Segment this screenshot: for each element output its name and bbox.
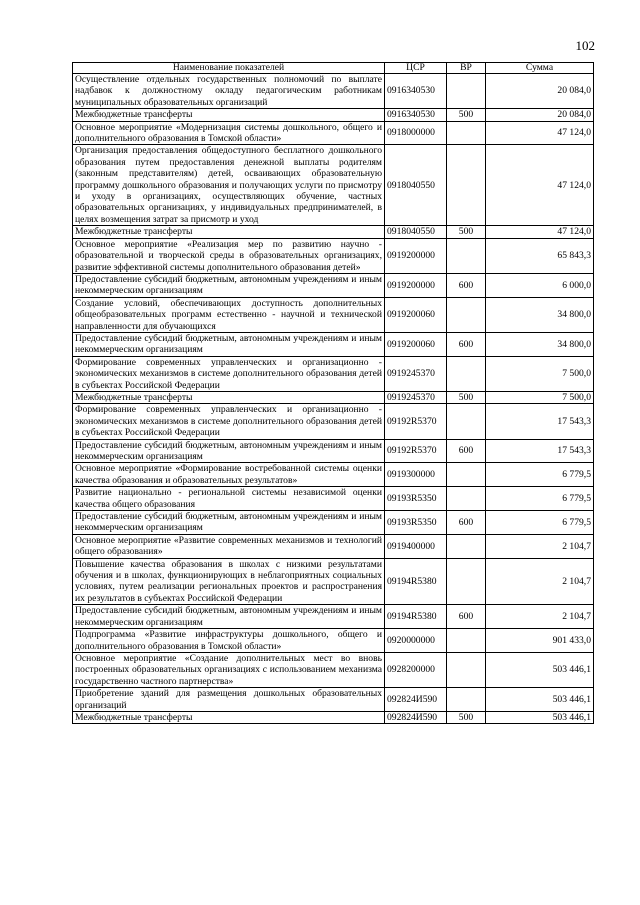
cell-csr: 0919200000 xyxy=(385,238,447,273)
cell-name: Основное мероприятие «Развитие современных механизмов и технологий общего образования» xyxy=(73,534,385,558)
cell-name: Приобретение зданий для размещения дошкольных образовательных организаций xyxy=(73,688,385,712)
cell-name: Предоставление субсидий бюджетным, автономным учреждениям и иным некоммерческим организациям xyxy=(73,332,385,356)
header-vr: ВР xyxy=(447,63,486,74)
cell-csr: 0919200060 xyxy=(385,332,447,356)
cell-name: Основное мероприятие «Модернизация системы дошкольного, общего и дополнительного образования в Томской области» xyxy=(73,121,385,145)
cell-csr: 0918000000 xyxy=(385,121,447,145)
table-row xyxy=(73,439,594,463)
table-row xyxy=(73,629,594,653)
cell-sum: 47 124,0 xyxy=(486,226,594,238)
table-row xyxy=(73,109,594,121)
cell-sum: 503 446,1 xyxy=(486,688,594,712)
table-row xyxy=(73,391,594,403)
cell-name: Предоставление субсидий бюджетным, автономным учреждениям и иным некоммерческим организациям xyxy=(73,273,385,297)
cell-vr: 600 xyxy=(447,273,486,297)
cell-sum: 2 104,7 xyxy=(486,534,594,558)
cell-sum: 20 084,0 xyxy=(486,109,594,121)
cell-sum: 503 446,1 xyxy=(486,711,594,723)
cell-name: Предоставление субсидий бюджетным, автономным учреждениям и иным некоммерческим организациям xyxy=(73,605,385,629)
cell-csr: 092824И590 xyxy=(385,711,447,723)
cell-vr xyxy=(447,121,486,145)
cell-sum: 2 104,7 xyxy=(486,605,594,629)
cell-sum: 20 084,0 xyxy=(486,74,594,109)
cell-vr xyxy=(447,238,486,273)
cell-vr xyxy=(447,74,486,109)
cell-name: Межбюджетные трансферты xyxy=(73,109,385,121)
cell-sum: 7 500,0 xyxy=(486,356,594,391)
table-row xyxy=(73,711,594,723)
cell-name: Создание условий, обеспечивающих доступность дополнительных общеобразовательных программ естественно - научной и технической направленности для обучающихся xyxy=(73,297,385,332)
table-row xyxy=(73,534,594,558)
cell-name: Межбюджетные трансферты xyxy=(73,391,385,403)
cell-name: Основное мероприятие «Формирование востребованной системы оценки качества образования и образовательных результатов» xyxy=(73,463,385,487)
cell-sum: 7 500,0 xyxy=(486,391,594,403)
cell-sum: 17 543,3 xyxy=(486,404,594,439)
table-row xyxy=(73,226,594,238)
cell-csr: 09194R5380 xyxy=(385,605,447,629)
table-row xyxy=(73,688,594,712)
cell-vr: 500 xyxy=(447,711,486,723)
header-sum: Сумма xyxy=(486,63,594,74)
cell-vr xyxy=(447,356,486,391)
cell-csr: 0919300000 xyxy=(385,463,447,487)
cell-vr: 600 xyxy=(447,511,486,535)
table-row xyxy=(73,74,594,109)
cell-csr: 09193R5350 xyxy=(385,511,447,535)
table-row xyxy=(73,145,594,226)
table-row xyxy=(73,463,594,487)
cell-name: Предоставление субсидий бюджетным, автономным учреждениям и иным некоммерческим организациям xyxy=(73,439,385,463)
table-row xyxy=(73,404,594,439)
cell-vr xyxy=(447,487,486,511)
cell-csr: 09193R5350 xyxy=(385,487,447,511)
cell-csr: 0916340530 xyxy=(385,74,447,109)
cell-vr: 500 xyxy=(447,226,486,238)
cell-sum: 901 433,0 xyxy=(486,629,594,653)
cell-vr: 600 xyxy=(447,605,486,629)
cell-name: Подпрограмма «Развитие инфраструктуры дошкольного, общего и дополнительного образования в Томской области» xyxy=(73,629,385,653)
cell-name: Предоставление субсидий бюджетным, автономным учреждениям и иным некоммерческим организациям xyxy=(73,511,385,535)
cell-sum: 34 800,0 xyxy=(486,332,594,356)
cell-vr: 600 xyxy=(447,439,486,463)
cell-sum: 6 779,5 xyxy=(486,487,594,511)
cell-csr: 0918040550 xyxy=(385,226,447,238)
cell-name: Развитие национально - региональной системы независимой оценки качества общего образования xyxy=(73,487,385,511)
cell-name: Межбюджетные трансферты xyxy=(73,226,385,238)
cell-name: Организация предоставления общедоступного бесплатного дошкольного образования путем предоставления денежной выплаты родителям (законным представителям) детей, осваивающих образовательную программу дошкольного образования и получающих услуги по присмотру и уходу в организациях, осуществляющих обучение, частных образовательных организациях, у индивидуальных предпринимателей, в целях возмещения затрат за присмотр и уход xyxy=(73,145,385,226)
table-row xyxy=(73,511,594,535)
table-row xyxy=(73,652,594,687)
cell-csr: 0928200000 xyxy=(385,652,447,687)
cell-sum: 65 843,3 xyxy=(486,238,594,273)
cell-name: Повышение качества образования в школах с низкими результатами обучения и в школах, функционирующих в неблагоприятных социальных условиях, путем реализации региональных проектов и распространения их результатов в субъектах Российской Федерации xyxy=(73,558,385,605)
cell-vr: 500 xyxy=(447,391,486,403)
cell-vr xyxy=(447,297,486,332)
cell-sum: 6 000,0 xyxy=(486,273,594,297)
table-row xyxy=(73,487,594,511)
table-row xyxy=(73,356,594,391)
cell-name: Межбюджетные трансферты xyxy=(73,711,385,723)
cell-name: Формирование современных управленческих и организационно - экономических механизмов в системе дополнительного образования детей в субъектах Российской Федерации xyxy=(73,356,385,391)
cell-csr: 0919245370 xyxy=(385,391,447,403)
cell-sum: 503 446,1 xyxy=(486,652,594,687)
cell-vr xyxy=(447,652,486,687)
cell-vr xyxy=(447,463,486,487)
cell-sum: 6 779,5 xyxy=(486,463,594,487)
header-csr: ЦСР xyxy=(385,63,447,74)
table-row xyxy=(73,332,594,356)
cell-sum: 6 779,5 xyxy=(486,511,594,535)
table-row xyxy=(73,558,594,605)
table-row xyxy=(73,121,594,145)
table-row xyxy=(73,238,594,273)
cell-csr: 0916340530 xyxy=(385,109,447,121)
cell-csr: 0919200060 xyxy=(385,297,447,332)
cell-csr: 09192R5370 xyxy=(385,439,447,463)
cell-sum: 34 800,0 xyxy=(486,297,594,332)
table-header-row xyxy=(73,63,594,74)
cell-sum: 2 104,7 xyxy=(486,558,594,605)
table-row xyxy=(73,605,594,629)
cell-vr xyxy=(447,629,486,653)
budget-table xyxy=(72,62,594,724)
table-row xyxy=(73,273,594,297)
cell-vr: 600 xyxy=(447,332,486,356)
cell-csr: 09194R5380 xyxy=(385,558,447,605)
cell-csr: 09192R5370 xyxy=(385,404,447,439)
table-body xyxy=(73,74,594,724)
cell-sum: 47 124,0 xyxy=(486,145,594,226)
page-number: 102 xyxy=(575,38,595,53)
cell-csr: 0918040550 xyxy=(385,145,447,226)
cell-vr xyxy=(447,404,486,439)
cell-vr xyxy=(447,688,486,712)
cell-csr: 0919245370 xyxy=(385,356,447,391)
cell-name: Основное мероприятие «Реализация мер по развитию научно - образовательной и творческой среды в образовательных организациях, развитие эффективной системы дополнительного образования детей» xyxy=(73,238,385,273)
cell-csr: 0919200000 xyxy=(385,273,447,297)
cell-csr: 092824И590 xyxy=(385,688,447,712)
cell-vr xyxy=(447,145,486,226)
cell-vr xyxy=(447,558,486,605)
cell-csr: 0919400000 xyxy=(385,534,447,558)
cell-sum: 47 124,0 xyxy=(486,121,594,145)
cell-vr xyxy=(447,534,486,558)
cell-name: Формирование современных управленческих и организационно - экономических механизмов в системе дополнительного образования детей в субъектах Российской Федерации xyxy=(73,404,385,439)
cell-name: Осуществление отдельных государственных полномочий по выплате надбавок к должностному окладу педагогическим работникам муниципальных образовательных организаций xyxy=(73,74,385,109)
cell-sum: 17 543,3 xyxy=(486,439,594,463)
cell-vr: 500 xyxy=(447,109,486,121)
header-name: Наименование показателей xyxy=(73,63,385,74)
cell-csr: 0920000000 xyxy=(385,629,447,653)
table-row xyxy=(73,297,594,332)
cell-name: Основное мероприятие «Создание дополнительных мест во вновь построенных образовательных организациях с использованием механизма государственно частного партнерства» xyxy=(73,652,385,687)
